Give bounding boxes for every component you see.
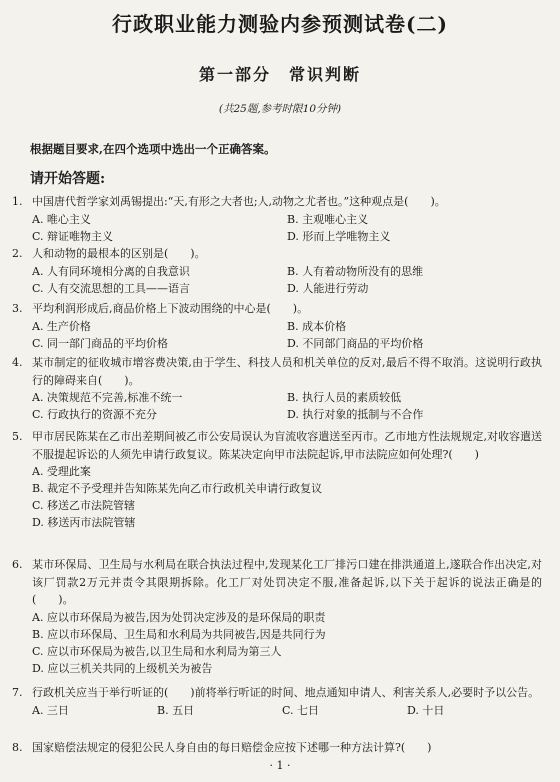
option-c: C. 同一部门商品的平均价格: [32, 336, 169, 350]
question-stem: 行政机关应当于举行听证的( )前将举行听证的时间、地点通知申请人、利害关系人,必要时予以公告。: [32, 686, 540, 699]
option-a: A. 应以市环保局为被告,因为处罚决定涉及的是环保局的职责: [32, 610, 326, 624]
question-number: 2.: [12, 247, 23, 260]
question-number: 7.: [12, 686, 23, 699]
option-c: C. 移送乙市法院管辖: [32, 499, 136, 512]
question-6: [0, 556, 560, 677]
option-b: B. 人有着动物所没有的思维: [287, 264, 424, 278]
question-5: [0, 428, 560, 531]
question-1: [0, 193, 560, 245]
instruction-text: 根据题目要求,在四个选项中选出一个正确答案。: [30, 142, 276, 156]
option-d: D. 十日: [407, 703, 445, 717]
question-number: 6.: [12, 558, 23, 571]
option-c: C. 七日: [282, 703, 320, 717]
option-c: C. 行政执行的资源不充分: [32, 408, 158, 421]
question-stem: 平均利润形成后,商品价格上下波动围绕的中心是( )。: [32, 302, 309, 315]
question-number: 3.: [12, 302, 23, 315]
option-d: D. 人能进行劳动: [287, 281, 369, 295]
option-a: A. 人有同环境相分离的自我意识: [32, 264, 190, 278]
option-d: D. 应以三机关共同的上级机关为被告: [32, 661, 213, 675]
option-d: D. 形而上学唯物主义: [287, 229, 391, 243]
page-number: · 1 ·: [269, 759, 291, 772]
question-number: 4.: [12, 356, 23, 369]
option-a: A. 受理此案: [32, 465, 91, 478]
option-c: C. 应以市环保局为被告,以卫生局和水利局为第三人: [32, 644, 282, 658]
option-d: D. 移送丙市法院管辖: [32, 516, 136, 529]
question-stem: 某市制定的征收城市增容费决策,由于学生、科技人员和机关单位的反对,最后不得不取消。这说明行政执行的障碍来自( )。: [32, 356, 542, 387]
option-b: B. 主观唯心主义: [287, 212, 369, 226]
question-2: [0, 245, 560, 297]
option-d: D. 执行对象的抵制与不合作: [287, 408, 424, 421]
option-a: A. 唯心主义: [32, 212, 91, 226]
option-a: A. 三日: [32, 703, 69, 717]
option-b: B. 成本价格: [287, 319, 347, 333]
start-label: 请开始答题:: [30, 171, 106, 187]
time-limit-note: (共25题,参考时限10分钟): [218, 103, 342, 115]
option-b: B. 执行人员的素质较低: [287, 391, 402, 404]
question-stem: 国家赔偿法规定的侵犯公民人身自由的每日赔偿金应按下述哪一种方法计算?( ): [32, 741, 432, 754]
question-8: [0, 739, 560, 757]
question-number: 8.: [12, 741, 23, 754]
question-4: [0, 354, 560, 423]
question-stem: 人和动物的最根本的区别是( )。: [32, 247, 206, 260]
question-7: [0, 684, 560, 719]
option-b: B. 裁定不予受理并告知陈某先向乙市行政机关申请行政复议: [32, 482, 323, 495]
exam-title: 行政职业能力测验内参预测试卷(二): [112, 12, 448, 36]
option-c: C. 人有交流思想的工具——语言: [32, 281, 191, 295]
question-3: [0, 300, 560, 352]
question-stem: 甲市居民陈某在乙市出差期间被乙市公安局误认为盲流收容遣送至丙市。乙市地方性法规规定,对收容遣送不服提起诉讼的人须先申请行政复议。陈某决定向甲市法院起诉,甲市法院应如何处理?( ): [32, 430, 542, 461]
part-heading: 第一部分 常识判断: [198, 65, 361, 84]
question-stem: 某市环保局、卫生局与水利局在联合执法过程中,发现某化工厂排污口建在排洪通道上,遂联合作出决定,对该厂罚款2万元并责令其限期拆除。化工厂对处罚决定不服,准备起诉,以下关于起诉的说法正确是的( )。: [32, 558, 542, 606]
option-a: A. 生产价格: [32, 319, 91, 333]
option-b: B. 应以市环保局、卫生局和水利局为共同被告,因是共同行为: [32, 627, 326, 641]
question-stem: 中国唐代哲学家刘禹锡提出:“天,有形之大者也;人,动物之尤者也。”这种观点是( )。: [32, 195, 446, 208]
option-a: A. 决策规范不完善,标准不统一: [32, 391, 183, 404]
option-b: B. 五日: [157, 703, 195, 717]
option-c: C. 辩证唯物主义: [32, 229, 114, 243]
option-d: D. 不同部门商品的平均价格: [287, 336, 424, 350]
question-number: 5.: [12, 430, 23, 443]
question-number: 1.: [12, 195, 23, 208]
